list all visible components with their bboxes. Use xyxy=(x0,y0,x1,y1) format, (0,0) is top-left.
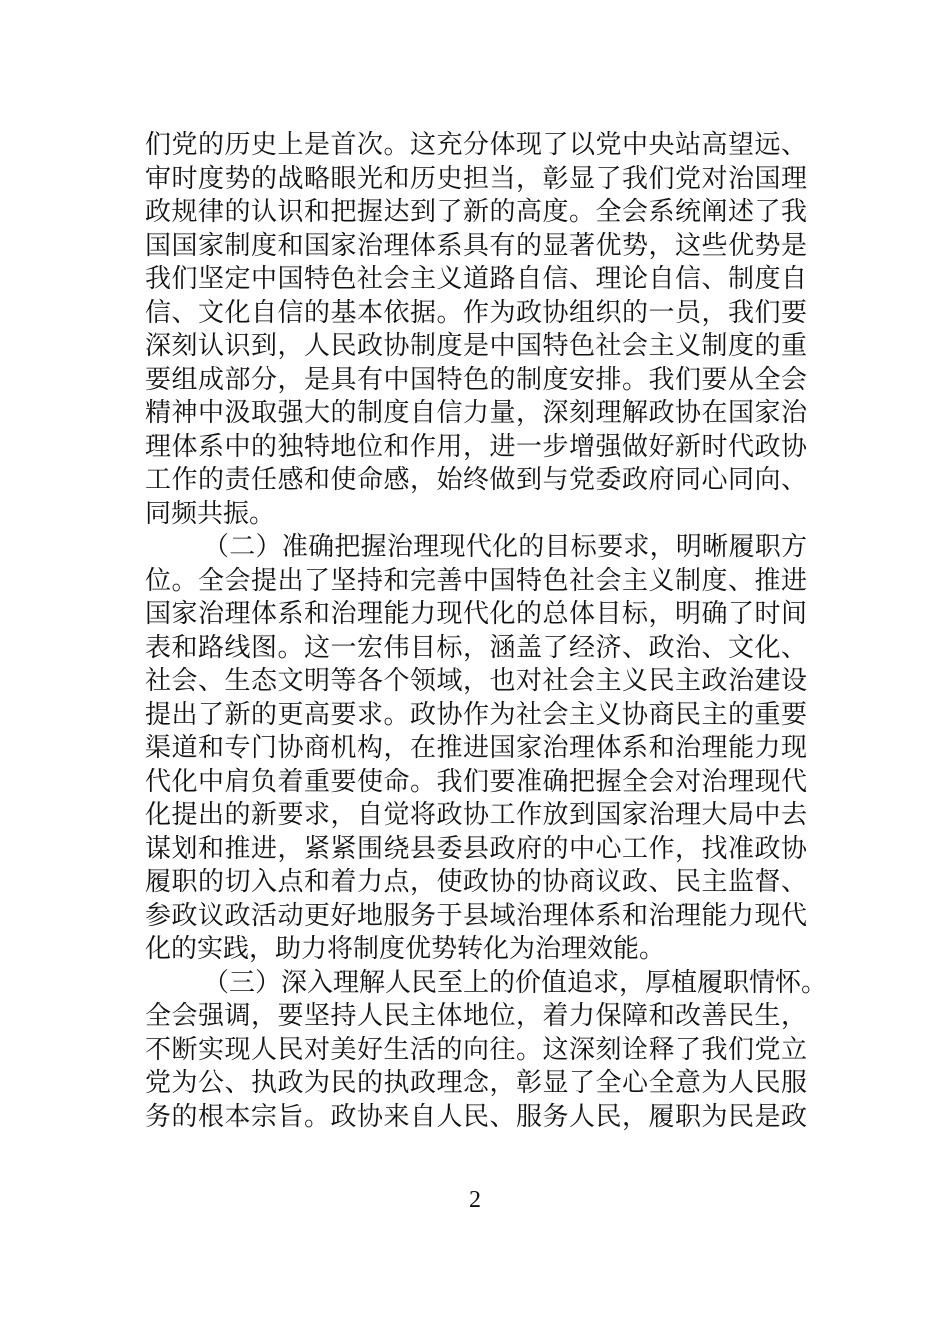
text-line: 表和路线图。这一宏伟目标，涵盖了经济、政治、文化、 xyxy=(145,632,807,663)
text-line: 代化中肩负着重要使命。我们要准确把握全会对治理现代 xyxy=(145,766,807,797)
text-line: 化提出的新要求，自觉将政协工作放到国家治理大局中去 xyxy=(145,800,807,830)
text-line: 工作的责任感和使命感，始终做到与党委政府同心同向、 xyxy=(145,465,807,495)
text-line: 提出了新的更高要求。政协作为社会主义协商民主的重要 xyxy=(145,699,807,730)
text-line: 参政议政活动更好地服务于县域治理体系和治理能力现代 xyxy=(145,900,807,931)
text-line: 不断实现人民对美好生活的向往。这深刻诠释了我们党立 xyxy=(145,1034,807,1065)
text-line: 精神中汲取强大的制度自信力量，深刻理解政协在国家治 xyxy=(145,398,807,428)
text-line: 全会强调，要坚持人民主体地位，着力保障和改善民生， xyxy=(145,1001,807,1031)
text-line: 履职的切入点和着力点，使政协的协商议政、民主监督、 xyxy=(145,867,807,897)
text-line: 务的根本宗旨。政协来自人民、服务人民，履职为民是政 xyxy=(145,1101,807,1132)
text-line: 社会、生态文明等各个领域，也对社会主义民主政治建设 xyxy=(145,666,807,696)
text-line: 要组成部分，是具有中国特色的制度安排。我们要从全会 xyxy=(145,364,807,395)
text-line: 国家治理体系和治理能力现代化的总体目标，明确了时间 xyxy=(145,599,807,629)
paragraph-first-line: 们党的历史上是首次。这充分体现了以党中央站高望远、 xyxy=(145,130,807,160)
text-line: 党为公、执政为民的执政理念，彰显了全心全意为人民服 xyxy=(145,1068,807,1098)
text-line: 深刻认识到，人民政协制度是中国特色社会主义制度的重 xyxy=(145,331,807,361)
text-line: 同频共振。 xyxy=(145,498,276,529)
text-line: 我们坚定中国特色社会主义道路自信、理论自信、制度自 xyxy=(145,264,807,294)
text-line: 位。全会提出了坚持和完善中国特色社会主义制度、推进 xyxy=(145,565,807,596)
text-line: 国国家制度和国家治理体系具有的显著优势，这些优势是 xyxy=(145,230,807,261)
text-line: 化的实践，助力将制度优势转化为治理效能。 xyxy=(145,934,666,964)
text-line: 谋划和推进，紧紧围绕县委县政府的中心工作，找准政协 xyxy=(145,833,807,864)
paragraph-first-line: （二）准确把握治理现代化的目标要求，明晰履职方 xyxy=(203,532,807,562)
text-line: 理体系中的独特地位和作用，进一步增强做好新时代政协 xyxy=(145,431,807,462)
text-line: 政规律的认识和把握达到了新的高度。全会系统阐述了我 xyxy=(145,197,807,227)
text-line: 信、文化自信的基本依据。作为政协组织的一员，我们要 xyxy=(145,297,807,328)
paragraph-first-line: （三）深入理解人民至上的价值追求，厚植履职情怀。 xyxy=(203,967,828,998)
text-line: 审时度势的战略眼光和历史担当，彰显了我们党对治国理 xyxy=(145,163,807,194)
page-number: 2 xyxy=(469,1187,481,1213)
text-line: 渠道和专门协商机构，在推进国家治理体系和治理能力现 xyxy=(145,733,807,763)
